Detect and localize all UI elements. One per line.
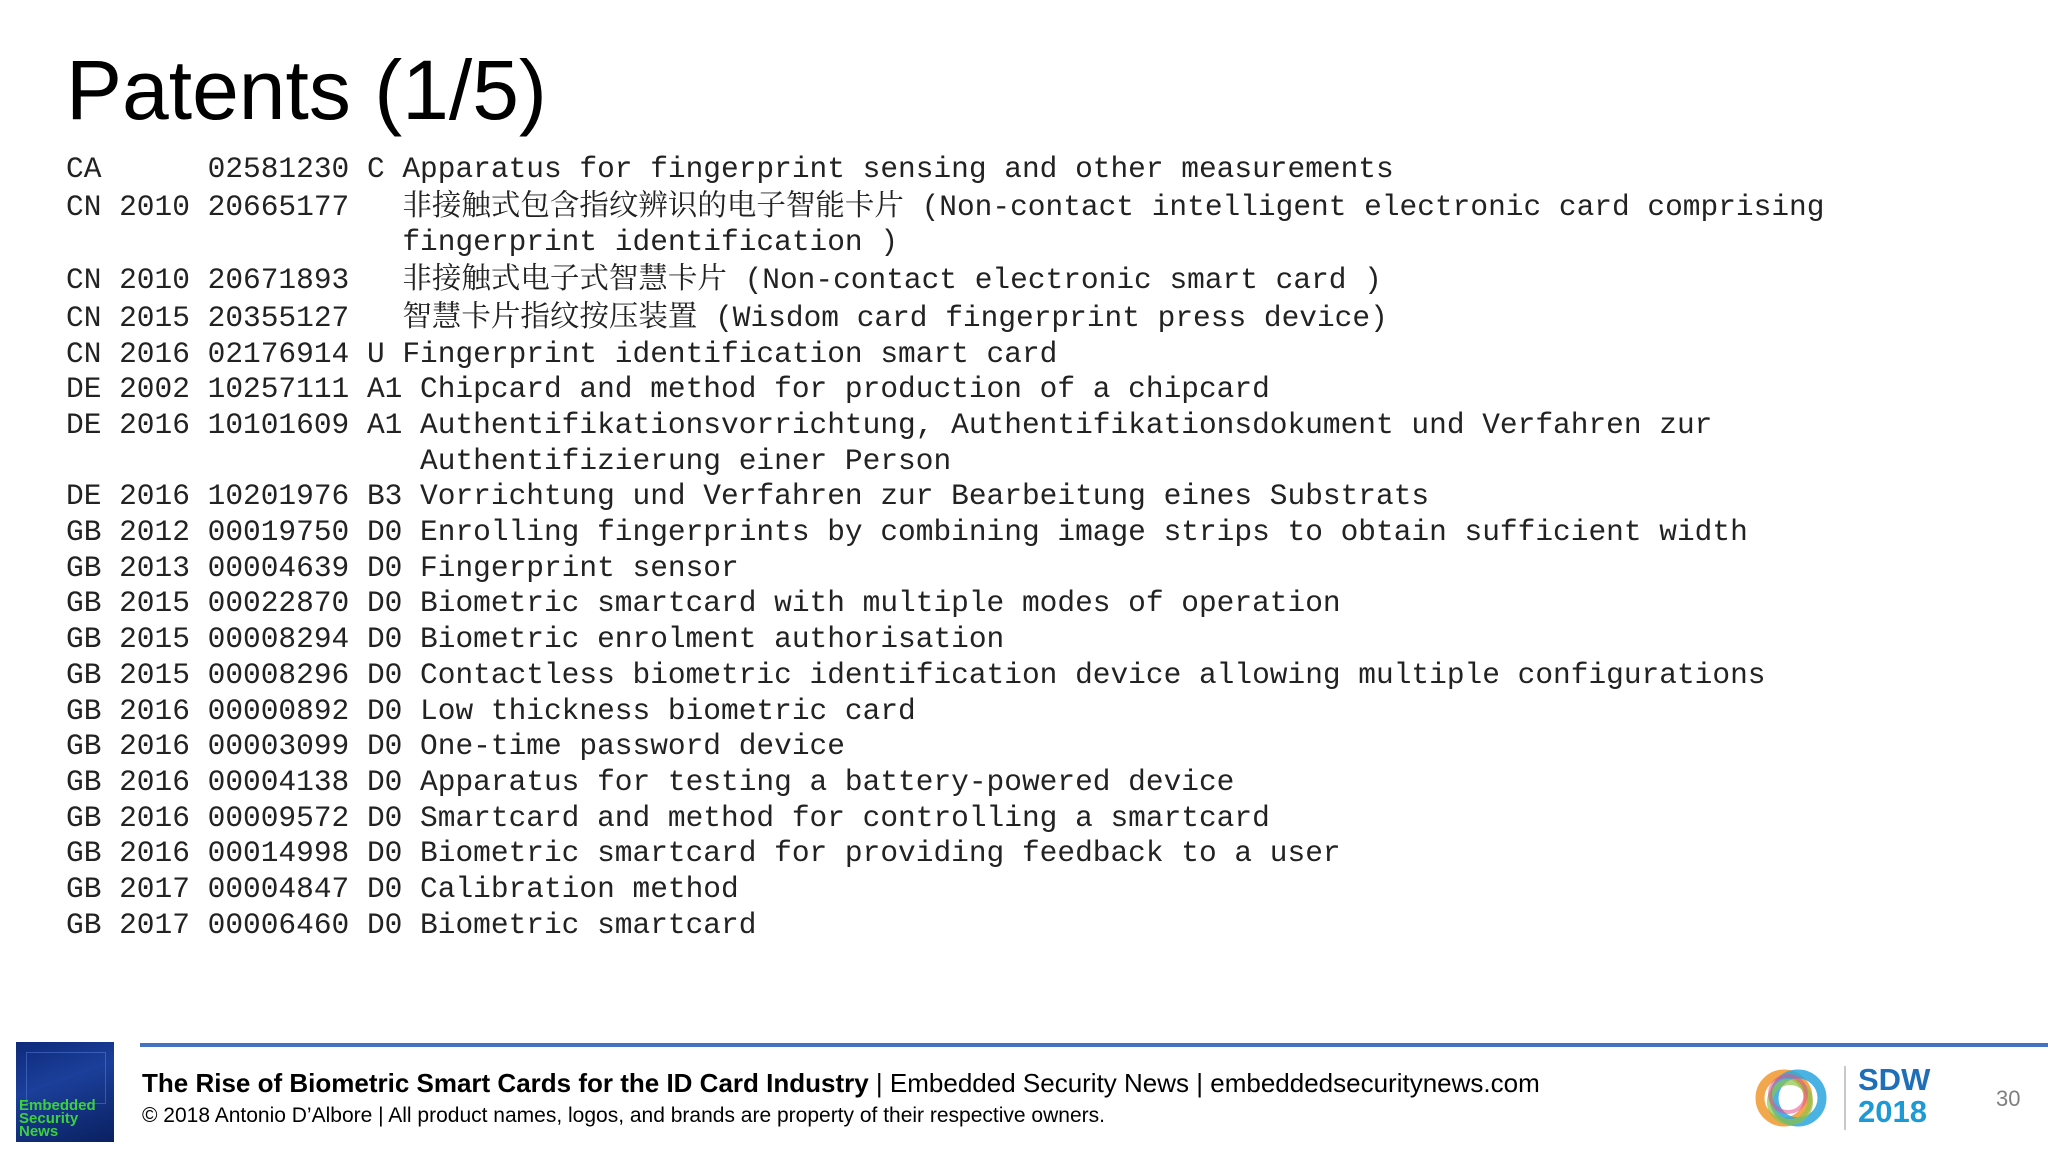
patent-row xyxy=(66,188,1824,261)
patent-row xyxy=(66,872,1824,908)
patent-row xyxy=(66,836,1824,872)
patent-row xyxy=(66,801,1824,837)
patent-text: GB 2015 00008296 D0 Contactless biometric identification device allowing multiple configurations xyxy=(66,657,1766,692)
footer-separator: | xyxy=(868,1068,890,1098)
patent-row xyxy=(66,765,1824,801)
patent-title-chinese: 非接触式包含指纹辨识的电子智能卡片 xyxy=(402,187,904,222)
sdw-rings-logo xyxy=(1752,1066,1832,1130)
patent-title-translation: (Wisdom card fingerprint press device) xyxy=(697,300,1388,335)
presentation-title: The Rise of Biometric Smart Cards for the ID Card Industry xyxy=(142,1068,869,1098)
patent-title-translation: (Non-contact electronic smart card ) xyxy=(726,263,1382,298)
patent-row xyxy=(66,261,1824,299)
sdw-label: SDW xyxy=(1858,1062,1931,1097)
patent-prefix: CN 2010 20671893 xyxy=(66,263,403,298)
patent-text: GB 2016 00009572 D0 Smartcard and method for controlling a smartcard xyxy=(66,800,1270,835)
footer-url: embeddedsecuritynews.com xyxy=(1210,1068,1540,1098)
footer-divider xyxy=(140,1043,2048,1047)
slide-title: Patents (1/5) xyxy=(66,43,547,137)
patent-text: GB 2016 00000892 D0 Low thickness biometric card xyxy=(66,693,916,728)
patent-text: GB 2016 00014998 D0 Biometric smartcard for providing feedback to a user xyxy=(66,836,1341,871)
patent-row xyxy=(66,622,1824,658)
patent-row xyxy=(66,908,1824,944)
patent-continuation: fingerprint identification ) xyxy=(66,225,899,260)
sdw-year: 2018 xyxy=(1858,1094,1927,1129)
footer-title-line xyxy=(142,1066,1540,1100)
patent-row xyxy=(66,729,1824,765)
patent-row xyxy=(66,515,1824,551)
patent-title-chinese: 智慧卡片指纹按压装置 xyxy=(402,298,698,333)
patent-text: GB 2015 00008294 D0 Biometric enrolment authorisation xyxy=(66,622,1005,657)
page-number: 30 xyxy=(1996,1086,2021,1111)
footer-separator: | xyxy=(1189,1068,1211,1098)
patent-list xyxy=(66,152,1824,943)
patent-text: CN 2016 02176914 U Fingerprint identification smart card xyxy=(66,336,1058,371)
patent-row xyxy=(66,479,1824,515)
patent-row xyxy=(66,551,1824,587)
patent-continuation: Authentifizierung einer Person xyxy=(66,443,952,478)
patent-row xyxy=(66,694,1824,730)
patent-row xyxy=(66,586,1824,622)
patent-text: GB 2013 00004639 D0 Fingerprint sensor xyxy=(66,550,739,585)
copyright-notice: © 2018 Antonio D’Albore | All product names, logos, and brands are property of their respective owners. xyxy=(142,1104,1105,1127)
logo-label: Embedded Security News xyxy=(19,1097,96,1140)
patent-text: DE 2002 10257111 A1 Chipcard and method for production of a chipcard xyxy=(66,372,1270,407)
patent-title-chinese: 非接触式电子式智慧卡片 xyxy=(402,261,727,296)
patent-row xyxy=(66,372,1824,408)
patent-row xyxy=(66,408,1824,479)
patent-text: GB 2016 00003099 D0 One-time password device xyxy=(66,729,845,764)
patent-text: CA 02581230 C Apparatus for fingerprint sensing and other measurements xyxy=(66,152,1394,186)
patent-prefix: CN 2010 20665177 xyxy=(66,189,403,224)
sdw-logo xyxy=(1858,1064,1930,1128)
patent-row xyxy=(66,658,1824,694)
patent-text: GB 2015 00022870 D0 Biometric smartcard with multiple modes of operation xyxy=(66,586,1341,621)
patent-text: GB 2017 00004847 D0 Calibration method xyxy=(66,872,739,907)
patent-text: GB 2017 00006460 D0 Biometric smartcard xyxy=(66,907,757,942)
sdw-separator xyxy=(1844,1066,1846,1130)
patent-prefix: CN 2015 20355127 xyxy=(66,300,403,335)
patent-text: GB 2016 00004138 D0 Apparatus for testing a battery-powered device xyxy=(66,764,1235,799)
patent-text: GB 2012 00019750 D0 Enrolling fingerprints by combining image strips to obtain sufficient width xyxy=(66,515,1748,550)
patent-title-translation: (Non-contact intelligent electronic card comprising xyxy=(903,189,1825,224)
patent-row xyxy=(66,152,1824,188)
patent-text: DE 2016 10101609 A1 Authentifikationsvorrichtung, Authentifikationsdokument und Verfahren zur xyxy=(66,407,1713,442)
footer-org: Embedded Security News xyxy=(889,1068,1190,1098)
patent-row xyxy=(66,337,1824,373)
embedded-security-news-logo xyxy=(16,1042,114,1142)
patent-text: DE 2016 10201976 B3 Vorrichtung und Verfahren zur Bearbeitung eines Substrats xyxy=(66,479,1430,514)
patent-row xyxy=(66,299,1824,337)
